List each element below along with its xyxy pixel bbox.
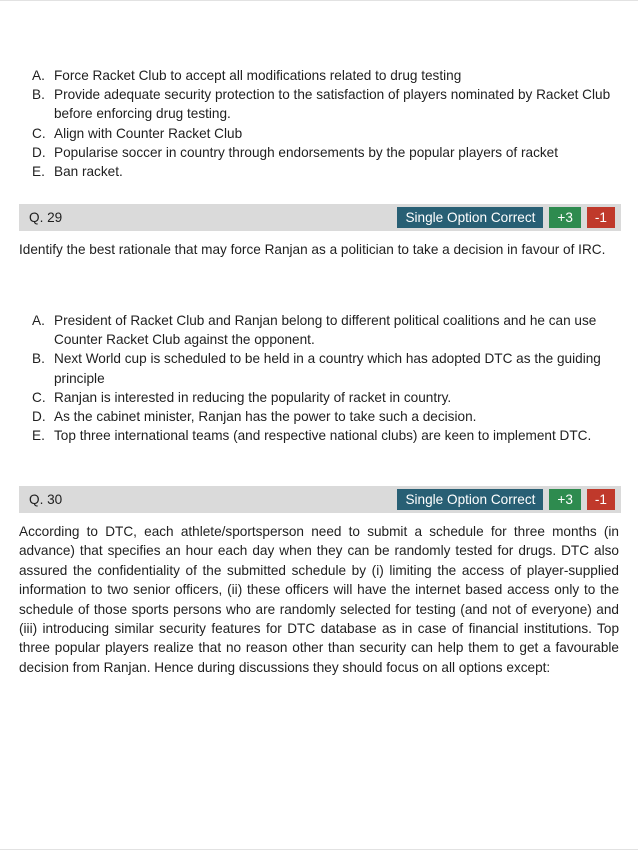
positive-marks-badge: +3 [549,207,581,228]
question-badges [391,489,615,510]
option-letter: C. [32,125,46,141]
option-b[interactable] [32,349,622,387]
option-text: Popularise soccer in country through endorsements by the popular players of racket [54,144,558,160]
option-text: As the cabinet minister, Ranjan has the power to take such a decision. [54,409,477,425]
option-letter: B. [32,87,45,103]
option-text: President of Racket Club and Ranjan belong to different political coalitions and he can use Counter Racket Club against the opponent. [54,313,597,348]
page-top-border [0,0,638,1]
question-type-badge: Single Option Correct [397,207,543,228]
question-type-badge: Single Option Correct [397,489,543,510]
option-text: Ranjan is interested in reducing the popularity of racket in country. [54,389,452,405]
option-letter: B. [32,351,45,367]
option-letter: A. [32,313,45,328]
option-letter: E. [32,428,45,444]
option-text: Provide adequate security protection to the satisfaction of players nominated by Racket Club before enforcing drug testing. [54,87,611,122]
option-text: Force Racket Club to accept all modifications related to drug testing [54,68,462,83]
option-letter: A. [32,68,45,83]
option-d[interactable] [32,407,622,426]
option-letter: C. [32,389,46,405]
negative-marks-badge: -1 [587,489,615,510]
prev-options-list [32,66,622,181]
question-number: Q. 30 [29,492,63,507]
option-letter: D. [32,144,46,160]
question-header-bar [19,486,621,513]
option-text: Top three international teams (and respective national clubs) are keen to implement DTC. [54,428,592,444]
option-b[interactable] [32,85,622,123]
question-header-bar [19,204,621,231]
question-number: Q. 29 [29,210,63,225]
option-letter: D. [32,409,46,425]
question-text: Identify the best rationale that may force Ranjan as a politician to take a decision in favour of IRC. [19,242,606,257]
option-letter: E. [32,164,45,180]
option-a[interactable] [32,66,622,85]
option-a[interactable] [32,311,622,349]
question-text: According to DTC, each athlete/sportsperson need to submit a schedule for three months (in advance) that specifies an hour each day when they can be randomly tested for drugs. DTC also assured the confidentiality of the submitted schedule by (i) limiting the access of player-supplied information to two senior officers, (ii) these officers will have the internet based access only to the schedule of those sports persons who are randomly selected for testing (and not of everyone) and (iii) introducing similar security features for DTC database as in case of financial institutions. Top three popular players realize that no reason other than security can help them to get a favourable decision from Ranjan. Hence during discussions they should focus on all options except: [19,524,619,675]
option-c[interactable] [32,388,622,407]
option-e[interactable] [32,426,622,445]
question-badges [391,207,615,228]
option-text: Next World cup is scheduled to be held in a country which has adopted DTC as the guiding principle [54,351,601,386]
option-d[interactable] [32,143,622,162]
negative-marks-badge: -1 [587,207,615,228]
option-text: Ban racket. [54,164,123,180]
option-e[interactable] [32,162,622,181]
options-list [32,311,622,445]
positive-marks-badge: +3 [549,489,581,510]
option-text: Align with Counter Racket Club [54,125,243,141]
option-c[interactable] [32,124,622,143]
